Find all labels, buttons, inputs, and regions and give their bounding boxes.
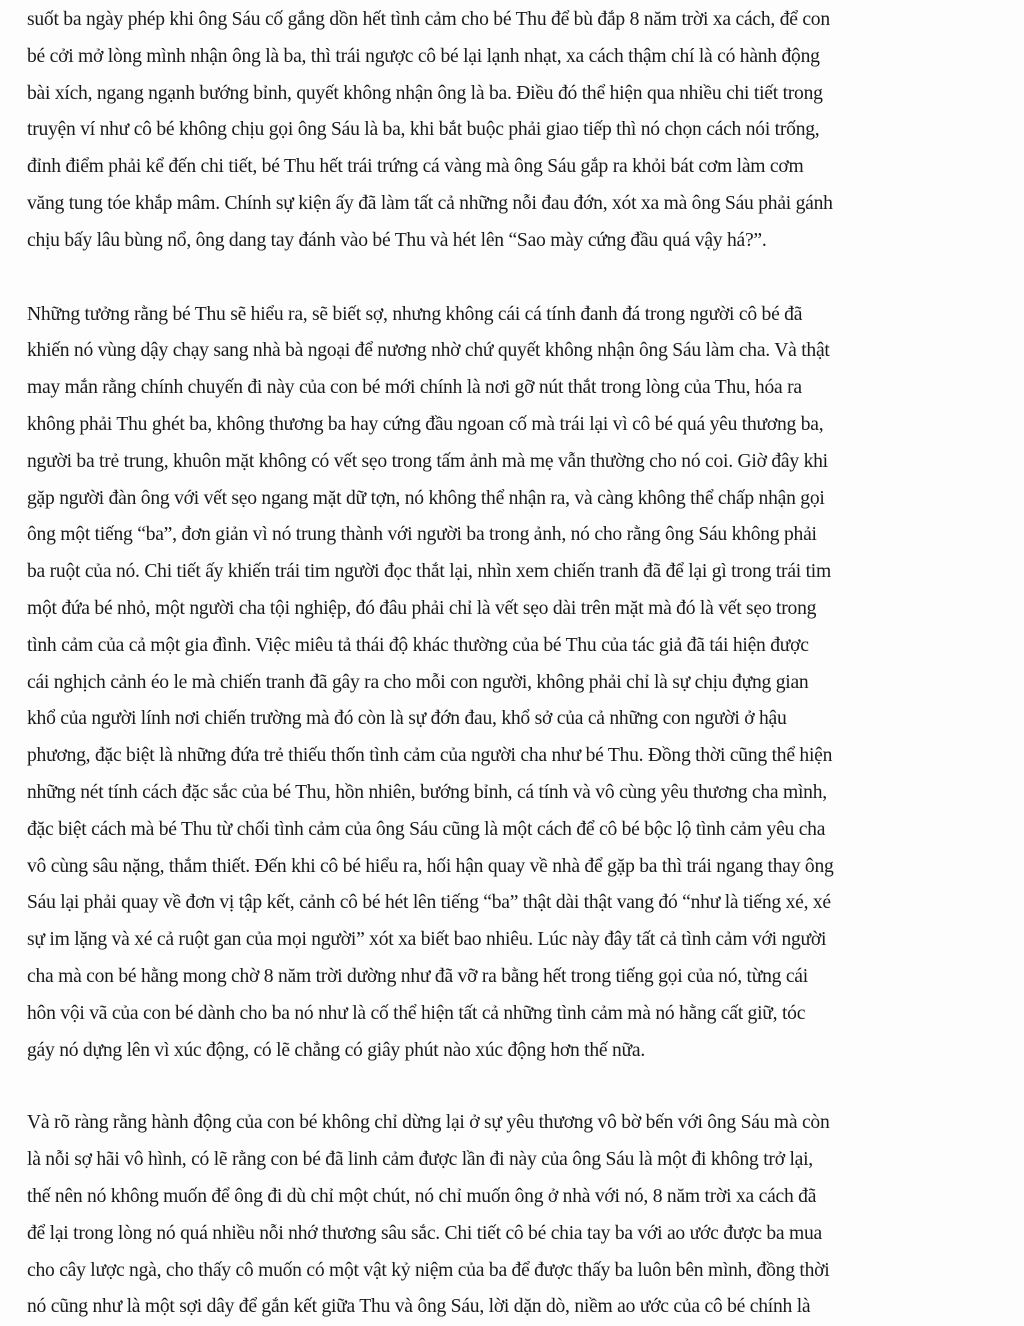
paragraph-3 <box>27 1105 968 1326</box>
text-line: cha mà con bé hằng mong chờ 8 năm trời dường như đã vỡ ra bằng hết trong tiếng gọi của nó, từng cái <box>27 965 808 987</box>
text-line: may mắn rằng chính chuyến đi này của con bé mới chính là nơi gỡ nút thắt trong lòng của Thu, hóa ra <box>27 377 802 399</box>
text-line: vô cùng sâu nặng, thắm thiết. Đến khi cô bé hiểu ra, hối hận quay về nhà để gặp ba thì trái ngang thay ông <box>27 855 834 877</box>
text-line: cái nghịch cảnh éo le mà chiến tranh đã gây ra cho mỗi con người, không phải chỉ là sự chịu đựng gian <box>27 671 809 693</box>
text-line: để lại trong lòng nó quá nhiều nỗi nhớ thương sâu sắc. Chi tiết cô bé chia tay ba với ao ước được ba mua <box>27 1222 822 1244</box>
text-line: người ba trẻ trung, khuôn mặt không có vết sẹo trong tấm ảnh mà mẹ vẫn thường cho nó coi. Giờ đây khi <box>27 450 828 472</box>
text-line: hôn vội vã của con bé dành cho ba nó như là cố thể hiện tất cả những tình cảm mà nó hằng cất giữ, tóc <box>27 1002 806 1024</box>
text-line: khiến nó vùng dậy chạy sang nhà bà ngoại để nương nhờ chứ quyết không nhận ông Sáu làm cha. Và thật <box>27 340 830 362</box>
text-line: đặc biệt cách mà bé Thu từ chối tình cảm của ông Sáu cũng là một cách để cô bé bộc lộ tình cảm yêu cha <box>27 818 826 840</box>
text-line: thế nên nó không muốn để ông đi dù chỉ một chút, nó chỉ muốn ông ở nhà với nó, 8 năm trời xa cách đã <box>27 1185 817 1207</box>
text-line: gáy nó dựng lên vì xúc động, có lẽ chẳng có giây phút nào xúc động hơn thế nữa. <box>27 1039 646 1061</box>
text-line: là nỗi sợ hãi vô hình, có lẽ rằng con bé đã linh cảm được lần đi này của ông Sáu là một đi không trở lại, <box>27 1149 813 1171</box>
text-line: một đứa bé nhỏ, một người cha tội nghiệp, đó đâu phải chỉ là vết sẹo dài trên mặt mà đó là vết sẹo trong <box>27 597 817 619</box>
text-line: văng tung tóe khắp mâm. Chính sự kiện ấy đã làm tất cả những nỗi đau đớn, xót xa mà ông Sáu phải gánh <box>27 192 833 214</box>
text-line: Sáu lại phải quay về đơn vị tập kết, cảnh cô bé hét lên tiếng “ba” thật dài thật vang đó “như là tiếng xé, xé <box>27 892 831 914</box>
text-line: ông một tiếng “ba”, đơn giản vì nó trung thành với người ba trong ảnh, nó cho rằng ông Sáu không phải <box>27 524 817 546</box>
text-line: truyện ví như cô bé không chịu gọi ông Sáu là ba, khi bắt buộc phải giao tiếp thì nó chọn cách nói trống, <box>27 119 820 141</box>
text-line: sự im lặng và xé cả ruột gan của mọi người” xót xa biết bao nhiêu. Lúc này đây tất cả tình cảm với người <box>27 929 827 951</box>
text-line: tình cảm của cả một gia đình. Việc miêu tả thái độ khác thường của bé Thu của tác giả đã tái hiện được <box>27 634 809 656</box>
paragraph-spacer <box>27 1069 968 1105</box>
text-line: nó cũng như là một sợi dây để gắn kết giữa Thu và ông Sáu, lời dặn dò, niềm ao ước của cô bé chính là <box>27 1296 811 1318</box>
text-line: Những tưởng rằng bé Thu sẽ hiểu ra, sẽ biết sợ, nhưng không cái cá tính đanh đá trong người cô bé đã <box>27 303 803 325</box>
text-line: cho cây lược ngà, cho thấy cô muốn có một vật kỷ niệm của ba để được thấy ba luôn bên mình, đồng thời <box>27 1259 830 1281</box>
text-line: đỉnh điểm phải kể đến chi tiết, bé Thu hết trái trứng cá vàng mà ông Sáu gắp ra khỏi bát cơm làm cơm <box>27 156 804 178</box>
paragraph-2 <box>27 297 968 1070</box>
text-line: gặp người đàn ông với vết sẹo ngang mặt dữ tợn, nó không thể nhận ra, và càng không thể chấp nhận gọi <box>27 487 825 509</box>
paragraph-spacer <box>27 260 968 297</box>
text-line: chịu bấy lâu bùng nổ, ông dang tay đánh vào bé Thu và hét lên “Sao mày cứng đầu quá vậy há?”. <box>27 229 767 251</box>
text-line: suốt ba ngày phép khi ông Sáu cố gắng dồn hết tình cảm cho bé Thu để bù đắp 8 năm trời xa cách, để con <box>27 9 830 30</box>
text-line: Và rõ ràng rằng hành động của con bé không chỉ dừng lại ở sự yêu thương vô bờ bến với ông Sáu mà còn <box>27 1112 830 1134</box>
text-line: ba ruột của nó. Chi tiết ấy khiến trái tim người đọc thắt lại, nhìn xem chiến tranh đã để lại gì trong trái tim <box>27 561 831 583</box>
text-line: bé cởi mở lòng mình nhận ông là ba, thì trái ngược cô bé lại lạnh nhạt, xa cách thậm chí là có hành động <box>27 45 820 67</box>
text-line: khổ của người lính nơi chiến trường mà đó còn là sự đớn đau, khổ sở của cả những con người ở hậu <box>27 708 787 730</box>
text-line: phương, đặc biệt là những đứa trẻ thiếu thốn tình cảm của người cha như bé Thu. Đồng thời cũng thể hiện <box>27 745 833 767</box>
text-line: không phải Thu ghét ba, không thương ba hay cứng đầu ngoan cố mà trái lại vì cô bé quá yêu thương ba, <box>27 413 824 435</box>
paragraph-1 <box>27 2 968 260</box>
text-line: những nét tính cách đặc sắc của bé Thu, hồn nhiên, bướng bỉnh, cá tính và vô cùng yêu thương cha mình, <box>27 781 827 803</box>
text-line: bài xích, ngang ngạnh bướng bỉnh, quyết không nhận ông là ba. Điều đó thể hiện qua nhiều chi tiết trong <box>27 82 823 104</box>
